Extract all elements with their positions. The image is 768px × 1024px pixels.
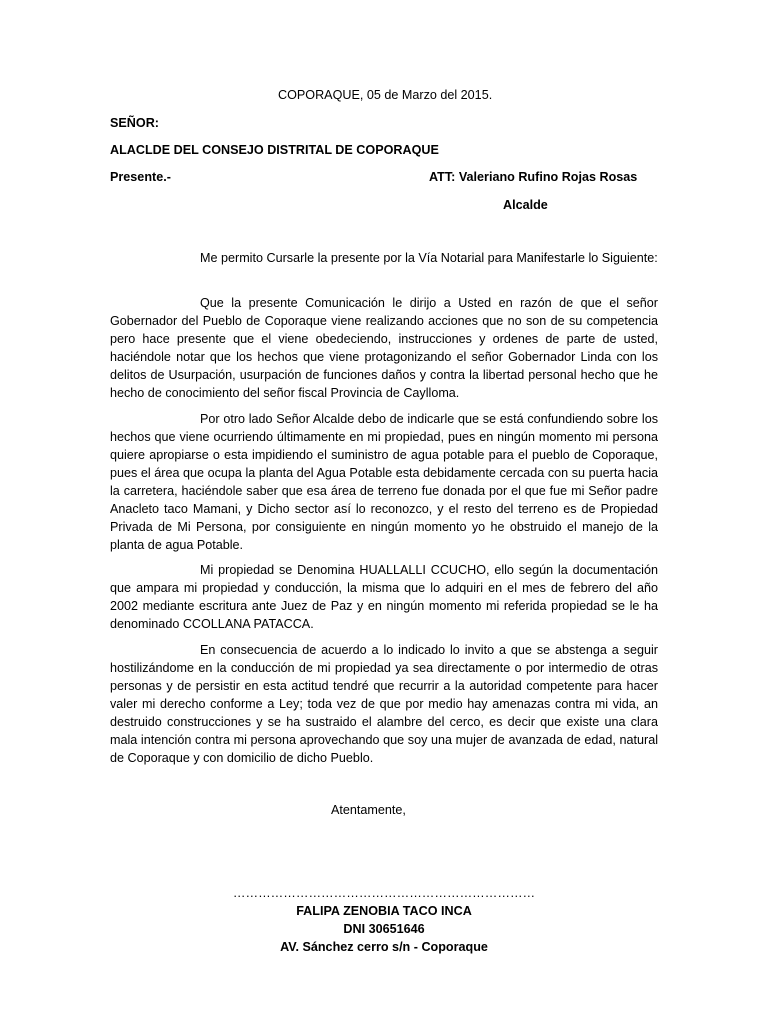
- signature-line: ………………………………………………………………: [232, 886, 536, 900]
- body-paragraph-2: Por otro lado Señor Alcalde debo de indicarle que se está confundiendo sobre los hechos que viene ocurriendo últimamente en mi propiedad, pues en ningún momento mi persona quiere apropiarse o esta impidiendo el suministro de agua potable para el pueblo de Coporaque, pues el área que ocupa la planta del Agua Potable esta debidamente cercada con su puerta hacia la carretera, haciéndole saber que esa área de terreno fue donada por el que fue mi Señor padre Anacleto taco Mamani, y Dicho sector así lo reconozco, y el resto del terreno es de Propiedad Privada de Mi Persona, por consiguiente en ningún momento yo he obstruido el manejo de la planta de agua Potable.: [110, 412, 658, 552]
- recipient: ALACLDE DEL CONSEJO DISTRITAL DE COPORAQUE: [110, 143, 439, 157]
- signer-address: AV. Sánchez cerro s/n - Coporaque: [280, 940, 488, 954]
- presente-label: Presente.-: [110, 170, 171, 184]
- salutation: SEÑOR:: [110, 116, 159, 130]
- body-paragraph-4: En consecuencia de acuerdo a lo indicado lo invito a que se abstenga a seguir hostilizándome en la conducción de mi propiedad ya sea directamente o por intermedio de otras personas y de persistir en esta actitud tendré que recurrir a la autoridad competente para hacer valer mi derecho conforme a Ley; toda vez de que por medio hay amenazas contra mi vida, an destruido construcciones y se ha sustraido el alambre del cerco, es decir que existe una clara mala intención contra mi persona aprovechando que soy una mujer de avanzada de edad, natural de Coporaque y con domicilio de dicho Pueblo.: [110, 643, 658, 765]
- date-line: COPORAQUE, 05 de Marzo del 2015.: [278, 88, 493, 102]
- attention-line: ATT: Valeriano Rufino Rojas Rosas: [429, 170, 638, 184]
- signer-dni: DNI 30651646: [343, 922, 425, 936]
- intro-paragraph: Me permito Cursarle la presente por la Vía Notarial para Manifestarle lo Siguiente:: [200, 251, 658, 265]
- body-paragraph-1: Que la presente Comunicación le dirijo a Usted en razón de que el señor Gobernador del Pueblo de Coporaque viene realizando acciones que no son de su competencia pero hace presente que el viene obedeciendo, instrucciones y ordenes de parte de usted, haciéndole notar que los hechos que viene protagonizando el señor Gobernador Linda con los delitos de Usurpación, usurpación de funciones daños y contra la libertad personal hecho que he hecho de conocimiento del señor fiscal Provincia de Caylloma.: [110, 296, 658, 400]
- body-paragraph-3: Mi propiedad se Denomina HUALLALLI CCUCHO, ello según la documentación que ampara mi propiedad y conducción, la misma que lo adquiri en el mes de febrero del año 2002 mediante escritura ante Juez de Paz y en ningún momento mi referida propiedad se le ha denominado CCOLLANA PATACCA.: [110, 563, 658, 631]
- attention-title: Alcalde: [503, 198, 548, 212]
- signer-name: FALIPA ZENOBIA TACO INCA: [296, 904, 472, 918]
- closing: Atentamente,: [331, 803, 406, 817]
